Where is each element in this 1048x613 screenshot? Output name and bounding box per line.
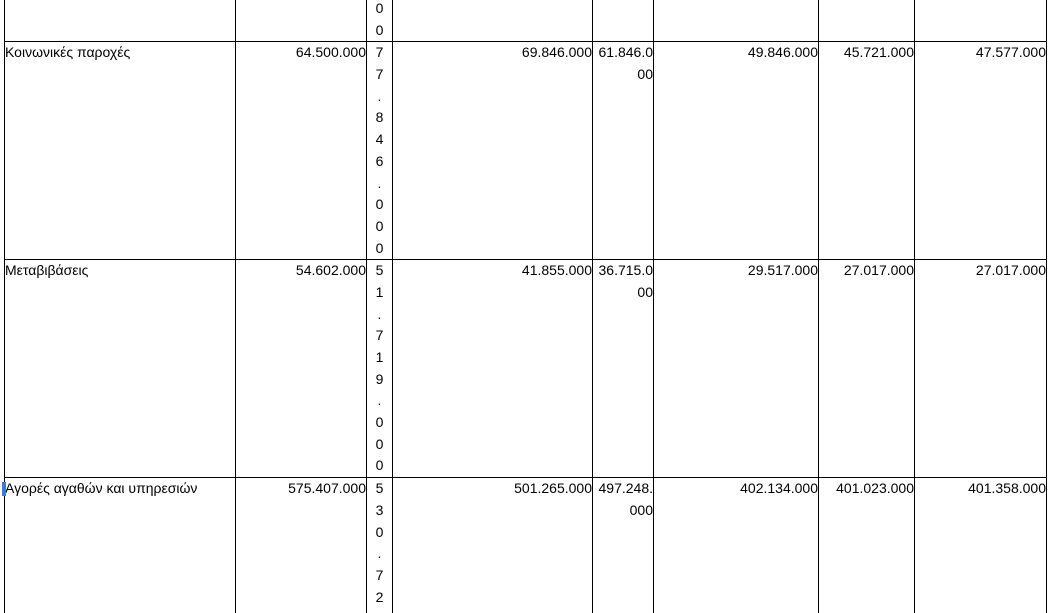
narrow-char: 0	[375, 217, 384, 234]
cell-col6-empty[interactable]	[819, 0, 915, 42]
cell-col3[interactable]: 69.846.000	[393, 42, 593, 260]
narrow-char: 1	[375, 349, 384, 365]
row-label[interactable]: Αγορές αγαθών και υπηρεσιών	[5, 478, 236, 613]
narrow-char-stack	[367, 260, 392, 477]
narrow-char: 0	[375, 435, 384, 452]
narrow-char: 0	[375, 239, 384, 256]
cell-col3[interactable]: 501.265.000	[393, 478, 593, 613]
cell-label-empty[interactable]	[5, 0, 236, 42]
narrow-char: .	[377, 174, 382, 191]
narrow-char: 0	[375, 523, 384, 540]
cell-col3-empty[interactable]	[393, 0, 593, 42]
cell-narrow-fragment[interactable]	[367, 0, 393, 42]
narrow-char: 5	[375, 262, 384, 279]
cell-col6[interactable]: 27.017.000	[819, 260, 915, 478]
narrow-char: 0	[375, 457, 384, 474]
cell-col5[interactable]: 402.134.000	[654, 478, 819, 613]
cell-narrow[interactable]	[367, 260, 393, 478]
narrow-char: 0	[375, 196, 384, 213]
narrow-char-stack	[367, 0, 392, 41]
cell-col7[interactable]: 47.577.000	[915, 42, 1047, 260]
narrow-char-stack	[367, 42, 392, 259]
cell-narrow[interactable]	[367, 478, 393, 613]
cell-col7[interactable]: 27.017.000	[915, 260, 1047, 478]
narrow-char: 7	[375, 44, 384, 61]
cell-col1[interactable]: 54.602.000	[236, 260, 367, 478]
narrow-char: 2	[375, 588, 384, 605]
text-cursor-marker	[2, 482, 6, 496]
cell-col7[interactable]: 401.358.000	[915, 478, 1047, 613]
narrow-char: .	[377, 392, 382, 409]
cell-col5[interactable]: 49.846.000	[654, 42, 819, 260]
narrow-char: 9	[375, 370, 384, 387]
budget-table	[4, 0, 1047, 613]
narrow-char: 4	[375, 131, 384, 148]
cell-col6[interactable]: 401.023.000	[819, 478, 915, 613]
table-row-social-benefits	[5, 42, 1047, 260]
cell-col4-empty[interactable]	[593, 0, 654, 42]
table-row-top-fragment	[5, 0, 1047, 42]
narrow-char: 3	[375, 501, 384, 518]
cell-col1-empty[interactable]	[236, 0, 367, 42]
cell-narrow[interactable]	[367, 42, 393, 260]
narrow-char: 0	[375, 21, 384, 38]
narrow-char: 0	[375, 0, 384, 16]
narrow-char: 0	[375, 414, 384, 431]
cell-col4[interactable]: 36.715.000	[593, 260, 654, 478]
narrow-char: 5	[375, 480, 384, 497]
cell-col4[interactable]: 61.846.000	[593, 42, 654, 260]
narrow-char: 7	[375, 327, 384, 344]
cell-col1[interactable]: 64.500.000	[236, 42, 367, 260]
cell-col6[interactable]: 45.721.000	[819, 42, 915, 260]
cell-col3[interactable]: 41.855.000	[393, 260, 593, 478]
table-row-transfers	[5, 260, 1047, 478]
cell-col5[interactable]: 29.517.000	[654, 260, 819, 478]
narrow-char: 8	[375, 109, 384, 126]
cell-col5-empty[interactable]	[654, 0, 819, 42]
narrow-char-stack	[367, 478, 392, 608]
narrow-char: .	[377, 305, 382, 322]
row-label[interactable]: Κοινωνικές παροχές	[5, 42, 236, 260]
table-row-purchases	[5, 478, 1047, 613]
cell-col7-empty[interactable]	[915, 0, 1047, 42]
row-label[interactable]: Μεταβιβάσεις	[5, 260, 236, 478]
narrow-char: .	[377, 545, 382, 562]
cell-col1[interactable]: 575.407.000	[236, 478, 367, 613]
narrow-char: 1	[375, 283, 384, 300]
cell-col4[interactable]: 497.248.000	[593, 478, 654, 613]
narrow-char: 7	[375, 566, 384, 583]
narrow-char: .	[377, 87, 382, 104]
narrow-char: 6	[375, 152, 384, 169]
narrow-char: 7	[375, 66, 384, 83]
